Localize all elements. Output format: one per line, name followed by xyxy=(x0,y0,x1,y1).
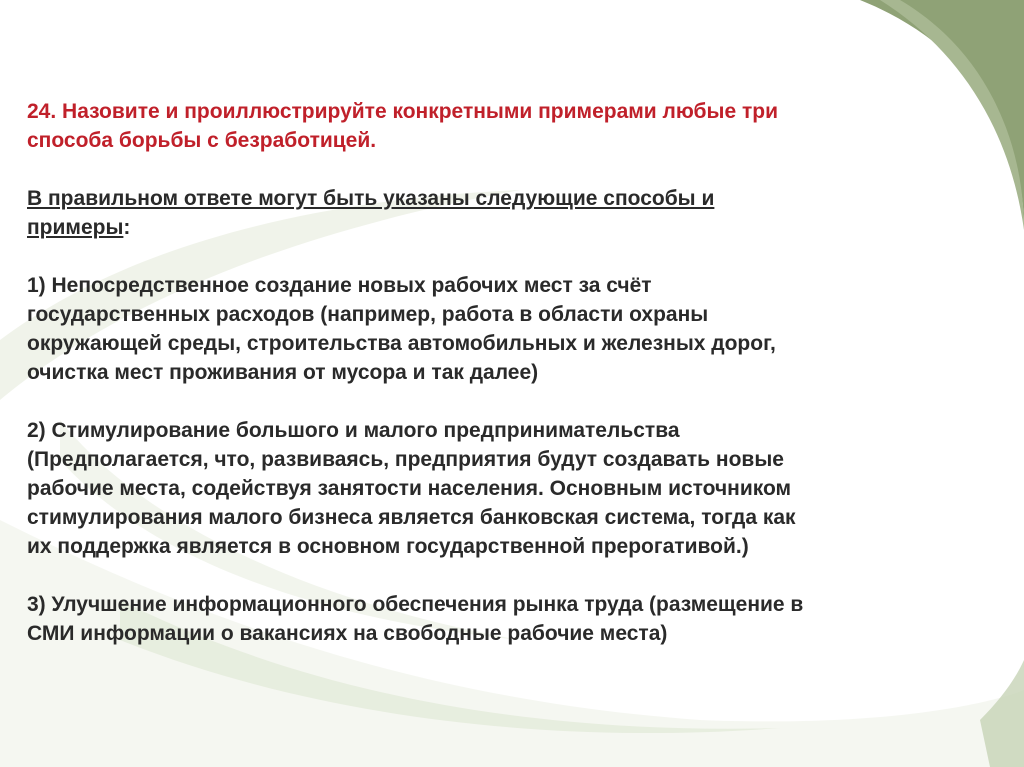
answer-intro xyxy=(27,184,982,242)
answer-item-3 xyxy=(27,590,982,648)
answer-item-2 xyxy=(27,416,982,561)
answer-item-1 xyxy=(27,271,982,387)
answer-intro-colon: : xyxy=(123,216,131,239)
answer-intro-line xyxy=(27,184,982,213)
question-line: 24. Назовите и проиллюстрируйте конкретными примерами любые три xyxy=(27,100,778,123)
answer-intro-line xyxy=(27,213,982,242)
item-line: стимулирования малого бизнеса является банковская система, тогда как xyxy=(27,506,796,529)
item-line: 3) Улучшение информационного обеспечения рынка труда (размещение в xyxy=(27,593,804,616)
item-line: (Предполагается, что, развиваясь, предприятия будут создавать новые xyxy=(27,448,784,471)
item-line: государственных расходов (например, работа в области охраны xyxy=(27,303,709,326)
question-line: способа борьбы с безработицей. xyxy=(27,129,377,152)
item-line: СМИ информации о вакансиях на свободные рабочие места) xyxy=(27,622,668,645)
item-line: их поддержка является в основном государственной прерогативой.) xyxy=(27,535,749,558)
item-line: очистка мест проживания от мусора и так далее) xyxy=(27,361,539,384)
answer-intro-underlined: примеры xyxy=(27,216,124,239)
slide-content xyxy=(27,97,982,648)
item-line: окружающей среды, строительства автомобильных и железных дорог, xyxy=(27,332,776,355)
question-text xyxy=(27,97,982,155)
item-line: рабочие места, содействуя занятости населения. Основным источником xyxy=(27,477,792,500)
answer-intro-underlined: В правильном ответе могут быть указаны следующие способы и xyxy=(27,187,715,210)
item-line: 1) Непосредственное создание новых рабочих мест за счёт xyxy=(27,274,652,297)
green-accent-bottom xyxy=(980,660,1024,767)
item-line: 2) Стимулирование большого и малого предпринимательства xyxy=(27,419,680,442)
